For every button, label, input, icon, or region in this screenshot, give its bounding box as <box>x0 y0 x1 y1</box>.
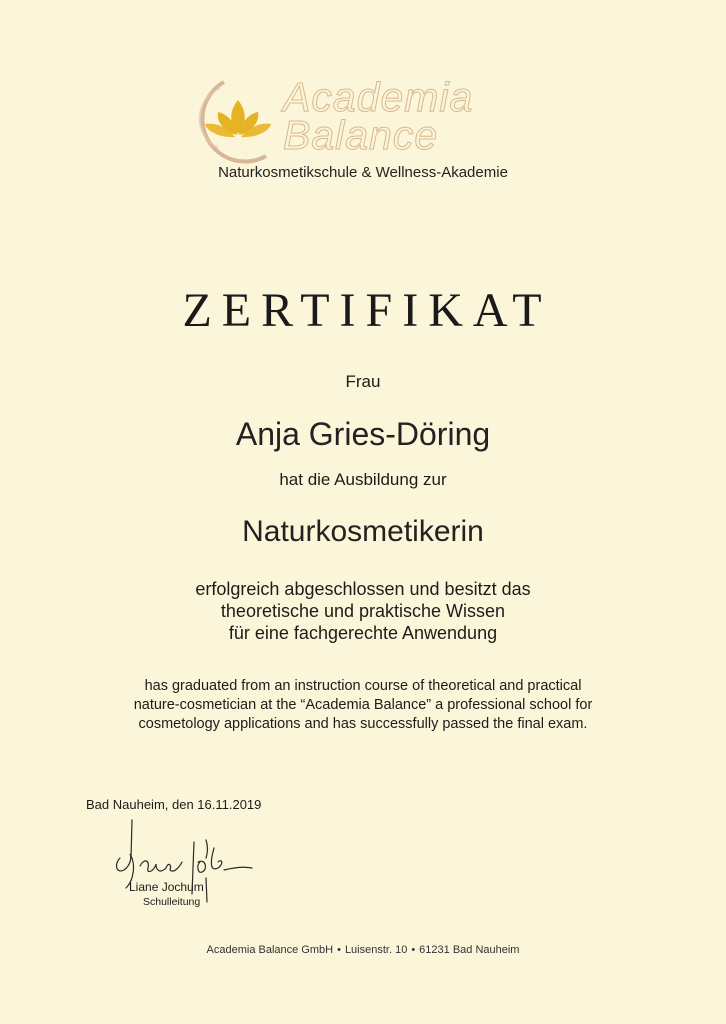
recipient-name: Anja Gries-Döring <box>235 416 491 452</box>
handwritten-signature <box>110 818 260 908</box>
english-line: has graduated from an instruction course of theoretical and practical <box>144 678 582 694</box>
signer-name: Liane Jochum <box>129 880 204 894</box>
footer-street: Luisenstr. 10 <box>344 944 408 956</box>
school-tagline: Naturkosmetikschule & Wellness-Akademie <box>218 164 508 181</box>
footer-city: 61231 Bad Nauheim <box>419 944 520 956</box>
intro-text: hat die Ausbildung zur <box>279 470 447 489</box>
salutation: Frau <box>345 372 381 391</box>
brand-name-line2: Balance <box>283 112 439 158</box>
footer-company: Academia Balance GmbH <box>206 944 334 956</box>
signer-role: Schulleitung <box>143 896 201 908</box>
english-line: nature-cosmetician at the “Academia Balance” a professional school for <box>133 697 593 713</box>
profession-title: Naturkosmetikerin <box>242 515 484 548</box>
german-line: theoretische und praktische Wissen <box>220 601 506 621</box>
german-statement <box>0 578 726 644</box>
academia-balance-logo <box>188 74 538 164</box>
german-line: für eine fachgerechte Anwendung <box>228 623 498 643</box>
brand-name-line1: Academia <box>283 74 474 120</box>
place-and-date: Bad Nauheim, den 16.11.2019 <box>86 797 262 812</box>
footer-address: Academia Balance GmbH • Luisenstr. 10 • 61231 Bad Nauheim <box>206 944 520 956</box>
english-line: cosmetology applications and has successfully passed the final exam. <box>138 716 588 732</box>
certificate-title: ZERTIFIKAT <box>182 284 552 337</box>
lotus-icon <box>188 74 288 164</box>
english-statement <box>0 677 726 734</box>
german-line: erfolgreich abgeschlossen und besitzt das <box>195 579 531 599</box>
